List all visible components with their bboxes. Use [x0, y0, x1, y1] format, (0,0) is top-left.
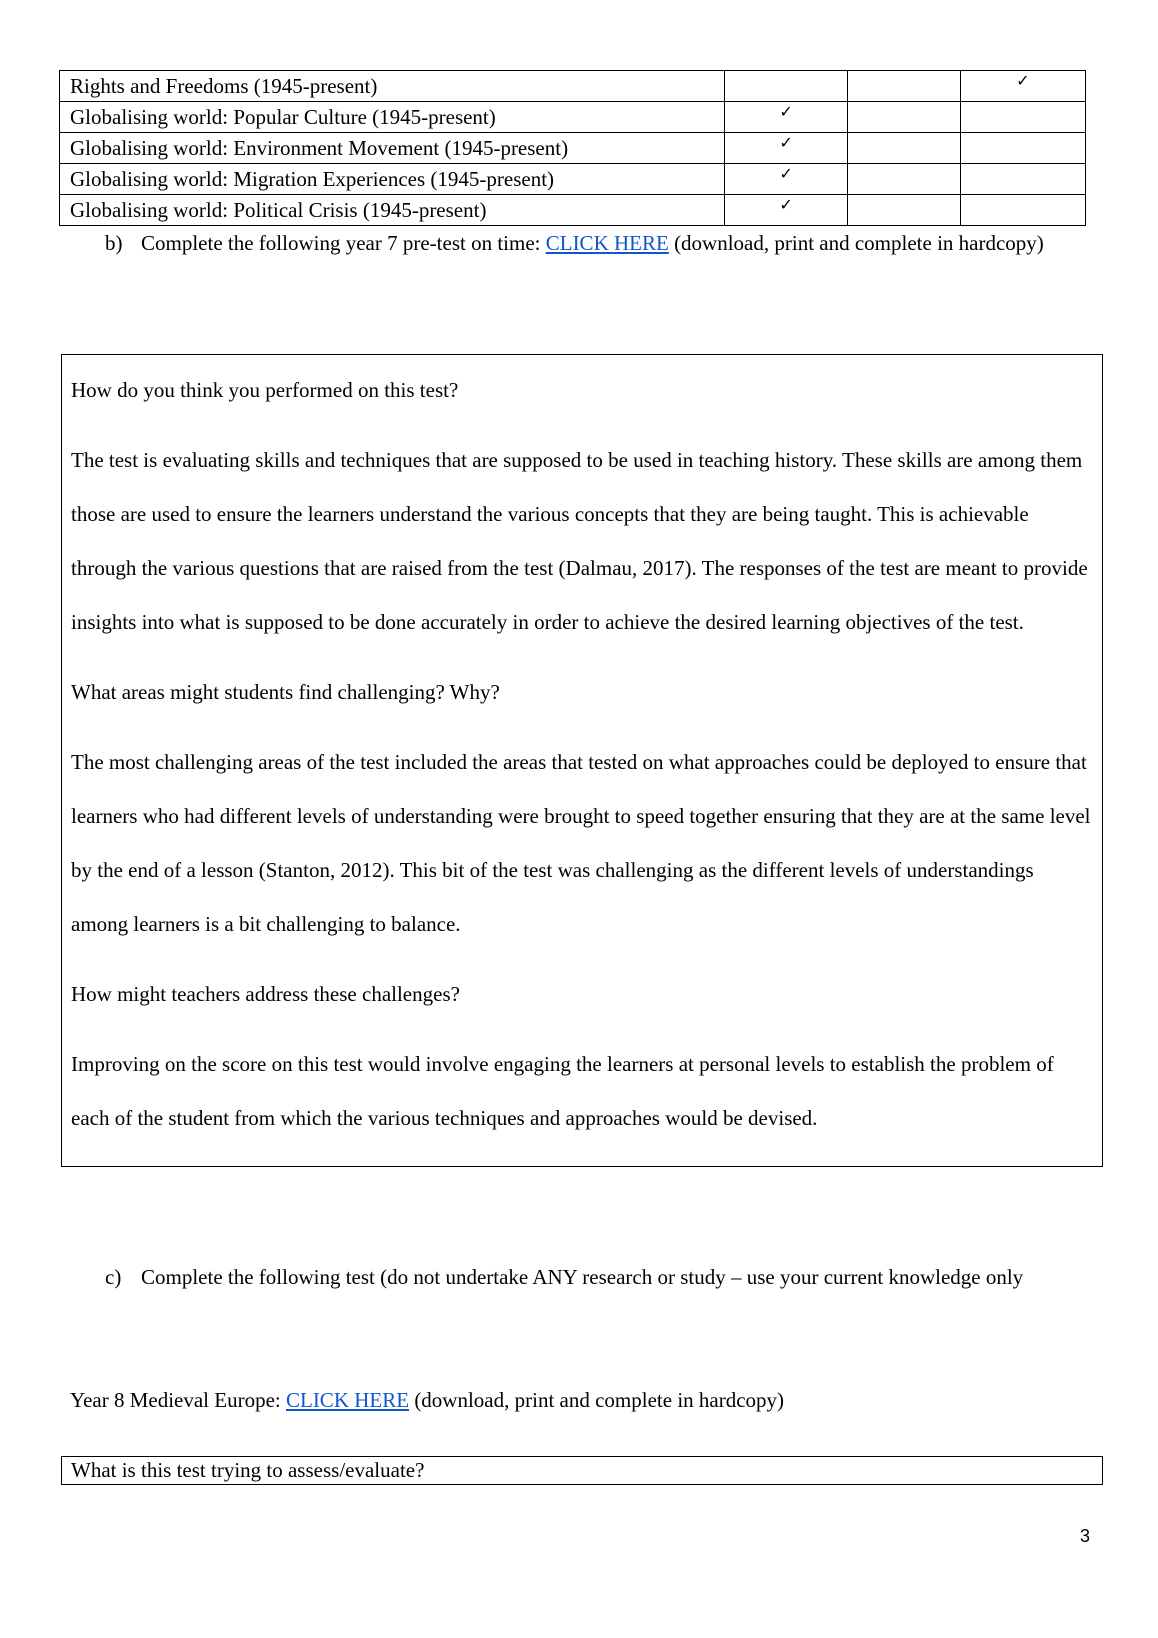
table-row: [60, 71, 1086, 102]
check-cell: [960, 102, 1085, 133]
item-b-text-after: (download, print and complete in hardcopy): [668, 231, 1044, 255]
check-cell: [725, 71, 848, 102]
item-b-text: [141, 216, 1085, 270]
check-cell: [960, 164, 1085, 195]
table-row: [60, 164, 1086, 195]
check-cell: [848, 71, 961, 102]
click-here-link[interactable]: CLICK HERE: [285, 1388, 410, 1412]
check-cell: [960, 133, 1085, 164]
year8-text-before: Year 8 Medieval Europe:: [70, 1388, 286, 1412]
pretest-reflection-box: [61, 354, 1103, 1167]
topic-cell: Globalising world: Popular Culture (1945-present): [60, 102, 725, 133]
page-number: 3: [1079, 1526, 1090, 1546]
year8-text-after: (download, print and complete in hardcopy): [409, 1388, 785, 1412]
answer-paragraph: The test is evaluating skills and techniques that are supposed to be used in teaching history. These skills are among them those are used to ensure the learners understand the various concepts that they are being taught. This is achievable through the various questions that are raised from the test (Dalmau, 2017). The responses of the test are meant to provide insights into what is supposed to be done accurately in order to achieve the desired learning objectives of the test.: [71, 448, 1088, 634]
check-cell: ✓: [725, 133, 848, 164]
item-c-text: Complete the following test (do not undertake ANY research or study – use your current knowledge only: [141, 1265, 1024, 1289]
check-cell: ✓: [960, 71, 1085, 102]
item-b: [105, 216, 1085, 270]
table-row: [60, 133, 1086, 164]
item-c: [105, 1250, 1085, 1304]
list-label: b): [105, 231, 123, 255]
check-cell: ✓: [725, 102, 848, 133]
topic-cell: Globalising world: Political Crisis (1945-present): [60, 195, 725, 226]
answer-paragraph: Improving on the score on this test would involve engaging the learners at personal levels to establish the problem of each of the student from which the various techniques and approaches would be devised.: [71, 1052, 1054, 1130]
topic-cell: Globalising world: Migration Experiences (1945-present): [60, 164, 725, 195]
table-row: [60, 102, 1086, 133]
topic-cell: Globalising world: Environment Movement (1945-present): [60, 133, 725, 164]
answer-paragraph: The most challenging areas of the test included the areas that tested on what approaches could be deployed to ensure that learners who had different levels of understanding were brought to speed together ensuring that they are at the same level by the end of a lesson (Stanton, 2012). This bit of the test was challenging as the different levels of understandings among learners is a bit challenging to balance.: [71, 750, 1091, 936]
list-label: c): [105, 1265, 122, 1289]
check-cell: [848, 133, 961, 164]
check-cell: [848, 102, 961, 133]
question-heading: How do you think you performed on this test?: [71, 378, 459, 402]
click-here-link[interactable]: CLICK HERE: [545, 231, 669, 255]
question-heading: What areas might students find challenging? Why?: [71, 680, 500, 704]
question-heading: What is this test trying to assess/evaluate?: [71, 1458, 425, 1482]
topic-cell: Rights and Freedoms (1945-present): [60, 71, 725, 102]
question-heading: How might teachers address these challenges?: [71, 982, 460, 1006]
check-cell: ✓: [725, 195, 848, 226]
check-cell: ✓: [725, 164, 848, 195]
topics-table: [59, 70, 1086, 226]
year8-line: [70, 1373, 784, 1427]
assessment-question-box: [61, 1456, 1103, 1485]
item-b-text-before: Complete the following year 7 pre-test on time:: [141, 231, 546, 255]
check-cell: [848, 164, 961, 195]
